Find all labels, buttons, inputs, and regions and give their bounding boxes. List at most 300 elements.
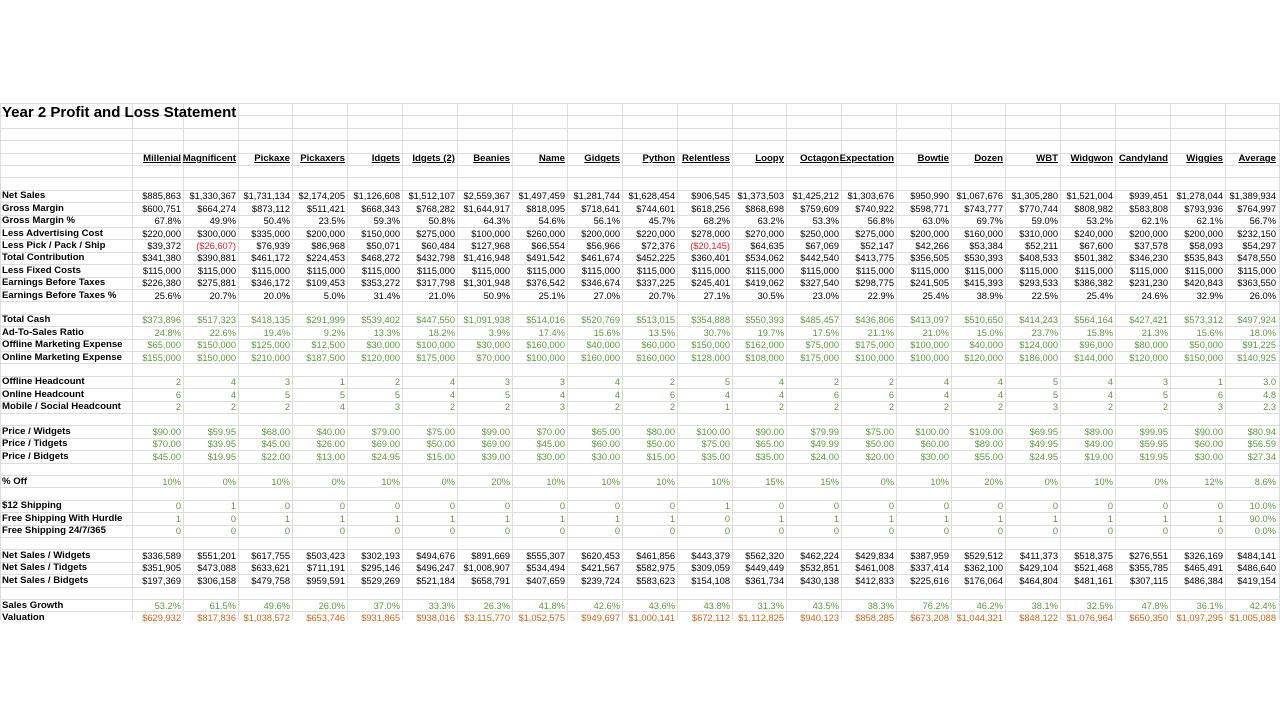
table-cell[interactable]: $15.00	[646, 451, 675, 462]
table-cell[interactable]: $115,000	[1074, 265, 1113, 276]
table-cell[interactable]: $245,401	[691, 278, 730, 289]
table-cell[interactable]: 0	[339, 526, 345, 537]
table-cell[interactable]: 1	[230, 501, 236, 512]
table-cell[interactable]: $373,896	[142, 315, 181, 326]
table-cell[interactable]: 0%	[331, 476, 345, 487]
table-cell[interactable]: $598,771	[910, 203, 949, 214]
table-cell[interactable]: $356,505	[910, 253, 949, 264]
table-cell[interactable]: 56.1%	[593, 216, 620, 227]
table-cell[interactable]: $362,100	[964, 563, 1003, 574]
table-cell[interactable]: $485,457	[800, 315, 839, 326]
table-cell[interactable]: 20%	[491, 476, 510, 487]
table-cell[interactable]: 90.0%	[1249, 513, 1276, 524]
row-label[interactable]: Free Shipping With Hurdle	[2, 512, 123, 524]
table-cell[interactable]: $175,000	[800, 352, 839, 363]
table-cell[interactable]: $421,567	[581, 563, 620, 574]
table-cell[interactable]: 0.0%	[1254, 526, 1276, 537]
table-cell[interactable]: 0	[1217, 526, 1223, 537]
table-cell[interactable]: $120,000	[361, 352, 400, 363]
table-cell[interactable]: 3	[1217, 402, 1223, 413]
table-cell[interactable]: 27.0%	[593, 290, 620, 301]
table-cell[interactable]: $96,000	[1079, 340, 1113, 351]
table-cell[interactable]: 59.0%	[1031, 216, 1058, 227]
table-cell[interactable]: $461,856	[636, 550, 675, 561]
table-cell[interactable]: $154,108	[691, 575, 730, 586]
table-cell[interactable]: 8.6%	[1254, 476, 1276, 487]
table-cell[interactable]: $1,091,938	[463, 315, 510, 326]
table-cell[interactable]: $115,000	[142, 265, 181, 276]
table-cell[interactable]: 2	[504, 402, 510, 413]
table-cell[interactable]: $818,095	[526, 203, 565, 214]
table-cell[interactable]: $27.34	[1247, 451, 1276, 462]
column-header-octagon[interactable]: Octagon	[800, 153, 839, 165]
column-header-widgwon[interactable]: Widgwon	[1070, 153, 1113, 165]
table-cell[interactable]: $54,297	[1242, 240, 1276, 251]
row-label[interactable]: Total Contribution	[2, 252, 85, 264]
table-cell[interactable]: 0	[833, 526, 839, 537]
table-cell[interactable]: 0	[778, 526, 784, 537]
table-cell[interactable]: $335,000	[251, 228, 290, 239]
table-cell[interactable]: $115,000	[526, 265, 565, 276]
table-cell[interactable]: $620,453	[581, 550, 620, 561]
table-cell[interactable]: 23.5%	[318, 216, 345, 227]
table-cell[interactable]: $461,674	[581, 253, 620, 264]
table-cell[interactable]: 1	[888, 513, 894, 524]
table-cell[interactable]: $100,000	[526, 352, 565, 363]
table-cell[interactable]: $298,775	[855, 278, 894, 289]
column-header-relentless[interactable]: Relentless	[682, 153, 730, 165]
table-cell[interactable]: 5	[394, 389, 400, 400]
table-cell[interactable]: 10%	[601, 476, 620, 487]
table-cell[interactable]: $1,389,934	[1229, 191, 1276, 202]
table-cell[interactable]: 22.9%	[867, 290, 894, 301]
table-cell[interactable]: 38.9%	[976, 290, 1003, 301]
table-cell[interactable]: 2	[614, 402, 620, 413]
table-cell[interactable]: 3	[504, 377, 510, 388]
table-cell[interactable]: 42.4%	[1249, 600, 1276, 611]
table-cell[interactable]: $530,393	[964, 253, 1003, 264]
row-label[interactable]: Sales Growth	[2, 599, 64, 611]
row-label[interactable]: Ad-To-Sales Ratio	[2, 326, 84, 338]
table-cell[interactable]: $278,000	[691, 228, 730, 239]
table-cell[interactable]: 15%	[765, 476, 784, 487]
table-cell[interactable]: $79.99	[810, 426, 839, 437]
table-cell[interactable]: 2	[833, 402, 839, 413]
column-header-beanies[interactable]: Beanies	[473, 153, 510, 165]
table-cell[interactable]: $514,016	[526, 315, 565, 326]
table-cell[interactable]: $260,000	[526, 228, 565, 239]
table-cell[interactable]: $19.95	[207, 451, 236, 462]
table-cell[interactable]: $200,000	[910, 228, 949, 239]
table-cell[interactable]: 0	[284, 501, 290, 512]
table-cell[interactable]: $461,008	[855, 563, 894, 574]
table-cell[interactable]: $672,112	[691, 612, 730, 623]
table-cell[interactable]: $891,669	[471, 550, 510, 561]
table-cell[interactable]: 50.8%	[428, 216, 455, 227]
table-cell[interactable]: 33.3%	[428, 600, 455, 611]
table-cell[interactable]: 0	[504, 526, 510, 537]
column-header-expectation[interactable]: Expectation	[839, 153, 894, 165]
table-cell[interactable]: 0	[888, 501, 894, 512]
row-label[interactable]: Valuation	[2, 611, 45, 623]
table-cell[interactable]: $564,164	[1074, 315, 1113, 326]
table-cell[interactable]: $346,230	[1129, 253, 1168, 264]
table-cell[interactable]: 1	[1052, 513, 1058, 524]
table-cell[interactable]: $491,542	[526, 253, 565, 264]
table-cell[interactable]: 45.7%	[648, 216, 675, 227]
table-cell[interactable]: $99.95	[1139, 426, 1168, 437]
table-cell[interactable]: $1,000,141	[628, 612, 675, 623]
table-cell[interactable]: 4	[778, 389, 784, 400]
table-cell[interactable]: $220,000	[636, 228, 675, 239]
table-cell[interactable]: $108,000	[745, 352, 784, 363]
table-cell[interactable]: $55.00	[974, 451, 1003, 462]
table-cell[interactable]: $150,000	[1184, 352, 1223, 363]
table-cell[interactable]: $26.00	[316, 439, 345, 450]
table-cell[interactable]: $90.00	[1194, 426, 1223, 437]
table-cell[interactable]: $461,172	[251, 253, 290, 264]
table-cell[interactable]: $66,554	[531, 240, 565, 251]
table-cell[interactable]: $24.00	[810, 451, 839, 462]
table-cell[interactable]: 0	[1107, 501, 1113, 512]
table-cell[interactable]: $600,751	[142, 203, 181, 214]
table-cell[interactable]: $354,888	[691, 315, 730, 326]
row-label[interactable]: Free Shipping 24/7/365	[2, 525, 106, 537]
table-cell[interactable]: 17.4%	[538, 327, 565, 338]
table-cell[interactable]: $40.00	[316, 426, 345, 437]
table-cell[interactable]: 1	[833, 513, 839, 524]
table-cell[interactable]: $481,161	[1074, 575, 1113, 586]
table-cell[interactable]: $49.00	[1084, 439, 1113, 450]
table-cell[interactable]: $673,208	[910, 612, 949, 623]
table-cell[interactable]: 0	[833, 501, 839, 512]
table-cell[interactable]: $949,697	[581, 612, 620, 623]
table-cell[interactable]: $436,806	[855, 315, 894, 326]
table-cell[interactable]: 0	[394, 501, 400, 512]
column-header-dozen[interactable]: Dozen	[974, 153, 1003, 165]
table-cell[interactable]: ($26,607)	[196, 240, 236, 251]
table-cell[interactable]: 17.5%	[812, 327, 839, 338]
table-cell[interactable]: $363,550	[1237, 278, 1276, 289]
table-cell[interactable]: $1,303,676	[847, 191, 894, 202]
table-cell[interactable]: 21.1%	[867, 327, 894, 338]
table-cell[interactable]: $415,393	[964, 278, 1003, 289]
table-cell[interactable]: 10%	[711, 476, 730, 487]
table-cell[interactable]: $60,484	[421, 240, 455, 251]
column-header-bowtie[interactable]: Bowtie	[917, 153, 949, 165]
table-cell[interactable]: 20.7%	[209, 290, 236, 301]
table-cell[interactable]: $1,038,572	[243, 612, 290, 623]
row-label[interactable]: Online Headcount	[2, 388, 85, 400]
table-cell[interactable]: 46.2%	[976, 600, 1003, 611]
table-cell[interactable]: $764,997	[1237, 203, 1276, 214]
table-cell[interactable]: 25.1%	[538, 290, 565, 301]
table-cell[interactable]: $940,123	[800, 612, 839, 623]
table-cell[interactable]: 21.3%	[1141, 327, 1168, 338]
table-cell[interactable]: $1,067,676	[956, 191, 1003, 202]
table-cell[interactable]: $664,274	[197, 203, 236, 214]
table-cell[interactable]: $115,000	[581, 265, 620, 276]
table-cell[interactable]: $30.00	[591, 451, 620, 462]
table-cell[interactable]: $56.59	[1247, 439, 1276, 450]
row-label[interactable]: Earnings Before Taxes	[2, 277, 106, 289]
table-cell[interactable]: 0	[230, 513, 236, 524]
table-cell[interactable]: 24.8%	[154, 327, 181, 338]
table-cell[interactable]: 26.3%	[483, 600, 510, 611]
table-cell[interactable]: 3.9%	[488, 327, 510, 338]
row-label[interactable]: Earnings Before Taxes %	[2, 289, 117, 301]
table-cell[interactable]: $361,734	[745, 575, 784, 586]
table-cell[interactable]: 10%	[381, 476, 400, 487]
table-cell[interactable]: $175,000	[416, 352, 455, 363]
table-cell[interactable]: 6	[669, 389, 675, 400]
table-cell[interactable]: $39.95	[207, 439, 236, 450]
table-cell[interactable]: $583,808	[1129, 203, 1168, 214]
table-cell[interactable]: $711,191	[306, 563, 345, 574]
table-cell[interactable]: $115,000	[1019, 265, 1058, 276]
column-header-loopy[interactable]: Loopy	[755, 153, 784, 165]
table-cell[interactable]: 2	[230, 402, 236, 413]
table-cell[interactable]: $658,791	[471, 575, 510, 586]
table-cell[interactable]: $200,000	[1129, 228, 1168, 239]
table-cell[interactable]: 25.4%	[1086, 290, 1113, 301]
table-cell[interactable]: 3	[394, 402, 400, 413]
table-cell[interactable]: 0	[614, 526, 620, 537]
table-cell[interactable]: $40,000	[586, 340, 620, 351]
table-cell[interactable]: 3	[284, 377, 290, 388]
table-cell[interactable]: 2	[1107, 402, 1113, 413]
table-cell[interactable]: $387,959	[910, 550, 949, 561]
table-cell[interactable]: $75.00	[865, 426, 894, 437]
table-cell[interactable]: $150,000	[197, 352, 236, 363]
table-cell[interactable]: 0	[394, 526, 400, 537]
table-cell[interactable]: $535,843	[1184, 253, 1223, 264]
table-cell[interactable]: $115,000	[910, 265, 949, 276]
table-cell[interactable]: $317,798	[416, 278, 455, 289]
table-cell[interactable]: $486,384	[1184, 575, 1223, 586]
table-cell[interactable]: 3.0	[1263, 377, 1276, 388]
table-cell[interactable]: $12,500	[311, 340, 345, 351]
table-cell[interactable]: 2	[778, 402, 784, 413]
table-cell[interactable]: 30.7%	[703, 327, 730, 338]
table-cell[interactable]: 1	[1217, 377, 1223, 388]
table-cell[interactable]: $250,000	[800, 228, 839, 239]
table-cell[interactable]: $70,000	[476, 352, 510, 363]
table-cell[interactable]: $1,416,948	[463, 253, 510, 264]
table-cell[interactable]: $45.00	[152, 451, 181, 462]
table-cell[interactable]: 4	[449, 377, 455, 388]
row-label[interactable]: Less Advertising Cost	[2, 227, 103, 239]
table-cell[interactable]: 2	[669, 377, 675, 388]
table-cell[interactable]: 0	[724, 526, 730, 537]
table-cell[interactable]: $115,000	[197, 265, 236, 276]
table-cell[interactable]: $225,616	[910, 575, 949, 586]
table-cell[interactable]: $497,924	[1237, 315, 1276, 326]
table-cell[interactable]: 0	[888, 526, 894, 537]
table-cell[interactable]: 1	[1217, 513, 1223, 524]
table-cell[interactable]: 0	[1107, 526, 1113, 537]
table-cell[interactable]: 24.6%	[1141, 290, 1168, 301]
table-cell[interactable]: 4	[614, 377, 620, 388]
table-cell[interactable]: 0%	[1154, 476, 1168, 487]
table-cell[interactable]: $346,674	[581, 278, 620, 289]
table-cell[interactable]: $486,640	[1237, 563, 1276, 574]
table-cell[interactable]: $1,731,134	[243, 191, 290, 202]
table-cell[interactable]: 1	[339, 513, 345, 524]
table-cell[interactable]: 43.8%	[703, 600, 730, 611]
table-cell[interactable]: 5	[1052, 377, 1058, 388]
table-cell[interactable]: 64.3%	[483, 216, 510, 227]
table-cell[interactable]: $22.00	[261, 451, 290, 462]
table-cell[interactable]: $72,376	[641, 240, 675, 251]
table-cell[interactable]: $539,402	[361, 315, 400, 326]
row-label[interactable]: Price / Widgets	[2, 425, 71, 437]
table-cell[interactable]: 0	[778, 501, 784, 512]
table-cell[interactable]: $429,834	[855, 550, 894, 561]
table-cell[interactable]: 62.1%	[1141, 216, 1168, 227]
table-cell[interactable]: $346,172	[251, 278, 290, 289]
table-cell[interactable]: $1,097,295	[1176, 612, 1223, 623]
table-cell[interactable]: 2	[284, 402, 290, 413]
table-cell[interactable]: $86,968	[311, 240, 345, 251]
table-cell[interactable]: $52,211	[1025, 240, 1058, 251]
table-cell[interactable]: 13.3%	[373, 327, 400, 338]
spreadsheet-grid[interactable]	[0, 103, 1280, 623]
table-cell[interactable]: 0%	[441, 476, 455, 487]
table-cell[interactable]: $60,000	[641, 340, 675, 351]
column-header-pickaxe[interactable]: Pickaxe	[254, 153, 290, 165]
table-cell[interactable]: 5	[284, 389, 290, 400]
table-cell[interactable]: $633,621	[251, 563, 290, 574]
table-cell[interactable]: 0	[449, 501, 455, 512]
table-cell[interactable]: $414,243	[1019, 315, 1058, 326]
table-cell[interactable]: $187,500	[306, 352, 345, 363]
table-cell[interactable]: $573,312	[1184, 315, 1223, 326]
column-header-pickaxers[interactable]: Pickaxers	[300, 153, 345, 165]
table-cell[interactable]: $511,421	[306, 203, 345, 214]
table-cell[interactable]: $176,064	[964, 575, 1003, 586]
table-cell[interactable]: $270,000	[745, 228, 784, 239]
table-cell[interactable]: $100,000	[910, 352, 949, 363]
table-cell[interactable]: $1,126,608	[353, 191, 400, 202]
table-cell[interactable]: 10.0%	[1249, 501, 1276, 512]
table-cell[interactable]: $30.00	[1194, 451, 1223, 462]
table-cell[interactable]: $67,069	[805, 240, 839, 251]
table-cell[interactable]: $478,550	[1237, 253, 1276, 264]
table-cell[interactable]: $35.00	[701, 451, 730, 462]
table-cell[interactable]: 5.0%	[323, 290, 345, 301]
table-cell[interactable]: 41.8%	[538, 600, 565, 611]
table-cell[interactable]: $13.00	[316, 451, 345, 462]
table-cell[interactable]: 5	[1052, 389, 1058, 400]
column-header-idgets-2-[interactable]: Idgets (2)	[412, 153, 455, 165]
table-cell[interactable]: $1,044,321	[956, 612, 1003, 623]
table-cell[interactable]: 54.6%	[538, 216, 565, 227]
table-cell[interactable]: 0	[559, 526, 565, 537]
table-cell[interactable]: $115,000	[636, 265, 675, 276]
table-cell[interactable]: 4	[724, 389, 730, 400]
table-cell[interactable]: $326,169	[1184, 550, 1223, 561]
table-cell[interactable]: 1	[394, 513, 400, 524]
table-cell[interactable]: $45.00	[261, 439, 290, 450]
table-cell[interactable]: 19.4%	[263, 327, 290, 338]
table-cell[interactable]: $275,000	[416, 228, 455, 239]
table-cell[interactable]: 61.5%	[209, 600, 236, 611]
table-cell[interactable]: 0	[724, 513, 730, 524]
table-cell[interactable]: 53.2%	[1086, 216, 1113, 227]
table-cell[interactable]: 49.9%	[209, 216, 236, 227]
table-cell[interactable]: $128,000	[691, 352, 730, 363]
table-cell[interactable]: 12%	[1204, 476, 1223, 487]
table-cell[interactable]: 0	[175, 501, 181, 512]
table-cell[interactable]: $1,644,917	[463, 203, 510, 214]
table-cell[interactable]: $115,000	[800, 265, 839, 276]
table-cell[interactable]: $427,421	[1129, 315, 1168, 326]
table-cell[interactable]: 2	[175, 402, 181, 413]
table-cell[interactable]: $160,000	[964, 228, 1003, 239]
table-cell[interactable]: $115,000	[1184, 265, 1223, 276]
row-label[interactable]: $12 Shipping	[2, 500, 62, 512]
table-cell[interactable]: $100.00	[915, 426, 949, 437]
table-cell[interactable]: $1,052,575	[518, 612, 565, 623]
table-cell[interactable]: 4	[230, 377, 236, 388]
table-cell[interactable]: $115,000	[1237, 265, 1276, 276]
table-cell[interactable]: $231,230	[1129, 278, 1168, 289]
row-label[interactable]: Net Sales	[2, 190, 46, 202]
table-cell[interactable]: 0	[230, 526, 236, 537]
table-cell[interactable]: $355,785	[1129, 563, 1168, 574]
table-cell[interactable]: 2	[888, 377, 894, 388]
table-cell[interactable]: 6	[1217, 389, 1223, 400]
table-cell[interactable]: 2	[943, 402, 949, 413]
table-cell[interactable]: 21.0%	[428, 290, 455, 301]
table-cell[interactable]: $50.00	[646, 439, 675, 450]
table-cell[interactable]: 4.8	[1263, 389, 1276, 400]
table-cell[interactable]: 27.1%	[703, 290, 730, 301]
table-cell[interactable]: 0	[614, 501, 620, 512]
table-cell[interactable]: $617,755	[251, 550, 290, 561]
table-cell[interactable]: $513,015	[636, 315, 675, 326]
table-cell[interactable]: $115,000	[691, 265, 730, 276]
table-cell[interactable]: 0	[1217, 501, 1223, 512]
table-cell[interactable]: $429,104	[1019, 563, 1058, 574]
table-cell[interactable]: $295,146	[361, 563, 400, 574]
table-cell[interactable]: $65.00	[755, 439, 784, 450]
table-cell[interactable]: $20.00	[865, 451, 894, 462]
table-cell[interactable]: $873,112	[251, 203, 290, 214]
table-cell[interactable]: $534,062	[745, 253, 784, 264]
table-cell[interactable]: 0	[175, 526, 181, 537]
table-cell[interactable]: $302,193	[361, 550, 400, 561]
table-cell[interactable]: $115,000	[1129, 265, 1168, 276]
table-cell[interactable]: $70.00	[536, 426, 565, 437]
table-cell[interactable]: $360,401	[691, 253, 730, 264]
table-cell[interactable]: 1	[614, 513, 620, 524]
table-cell[interactable]: 4	[997, 377, 1003, 388]
table-cell[interactable]: 1	[724, 402, 730, 413]
table-cell[interactable]: $155,000	[142, 352, 181, 363]
table-cell[interactable]: $408,533	[1019, 253, 1058, 264]
column-header-magnificent[interactable]: Magnificent	[182, 153, 236, 165]
table-cell[interactable]: $115,000	[416, 265, 455, 276]
column-header-millenial[interactable]: Millenial	[143, 153, 181, 165]
table-cell[interactable]: 0%	[1044, 476, 1058, 487]
table-cell[interactable]: 2	[669, 402, 675, 413]
table-cell[interactable]: $521,184	[416, 575, 455, 586]
table-cell[interactable]: 2	[833, 377, 839, 388]
table-cell[interactable]: 25.4%	[922, 290, 949, 301]
table-cell[interactable]: $52,147	[860, 240, 894, 251]
